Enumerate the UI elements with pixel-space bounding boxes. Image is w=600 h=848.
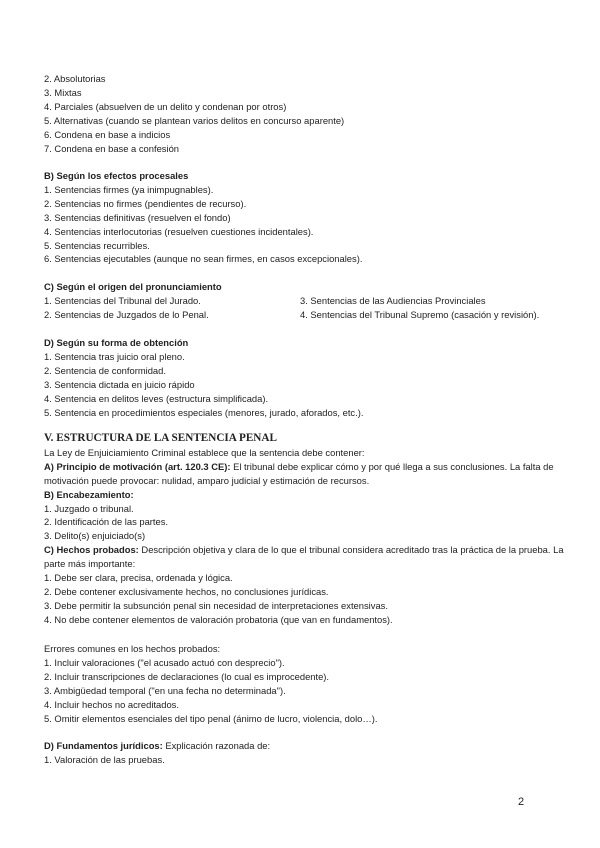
section-heading: C) Según el origen del pronunciamiento	[44, 281, 222, 292]
list-item: 3. Sentencias definitivas (resuelven el fondo)	[44, 211, 231, 223]
paragraph-text: El tribunal debe explicar cómo y por qué llega a sus conclusiones. La falta de motivación puede provocar: nulidad, amparo judicial y estimación de recursos.	[44, 460, 554, 486]
list-item: 2. Sentencias de Juzgados de lo Penal.	[44, 308, 209, 320]
subheading: B) Encabezamiento:	[44, 488, 134, 500]
list-item: 3. Mixtas	[44, 86, 82, 98]
label: C) Hechos probados:	[44, 544, 139, 556]
section-legal-grounds	[44, 739, 564, 767]
paragraph-facts	[44, 543, 564, 571]
list-item: 1. Sentencia tras juicio oral pleno.	[44, 350, 185, 362]
list-item: 1. Debe ser clara, precisa, ordenada y lógica.	[44, 572, 233, 584]
list-item: 2. Sentencias no firmes (pendientes de recurso).	[44, 197, 247, 209]
list-item: 3. Sentencia dictada en juicio rápido	[44, 378, 195, 390]
list-item: 4. Sentencia en delitos leves (estructura simplificada).	[44, 392, 269, 404]
list-item: 3. Ambigüedad temporal ("en una fecha no determinada").	[44, 684, 286, 696]
paragraph-motivation	[44, 460, 564, 488]
list-item: 2. Sentencia de conformidad.	[44, 364, 166, 376]
section-heading: B) Según los efectos procesales	[44, 170, 189, 181]
paragraph: Errores comunes en los hechos probados:	[44, 643, 221, 654]
list-item: 2. Debe contener exclusivamente hechos, no conclusiones jurídicas.	[44, 585, 329, 597]
paragraph: La Ley de Enjuiciamiento Criminal establece que la sentencia debe contener:	[44, 446, 365, 458]
sentence-type-list	[44, 72, 564, 155]
list-item: 2. Absolutorias	[44, 73, 106, 84]
list-item: 2. Identificación de las partes.	[44, 516, 169, 528]
list-item: 4. Incluir hechos no acreditados.	[44, 698, 179, 710]
list-item: 5. Omitir elementos esenciales del tipo penal (ánimo de lucro, violencia, dolo…).	[44, 712, 378, 724]
list-item: 1. Incluir valoraciones ("el acusado actuó con desprecio").	[44, 656, 285, 668]
label: D) Fundamentos jurídicos:	[44, 740, 163, 751]
section-structure	[44, 432, 564, 627]
list-item: 1. Sentencias firmes (ya inimpugnables).	[44, 183, 214, 195]
label: A) Principio de motivación (art. 120.3 CE):	[44, 460, 231, 472]
list-item: 5. Alternativas (cuando se plantean varios delitos en concurso aparente)	[44, 114, 345, 126]
list-item: 1. Valoración de las pruebas.	[44, 753, 165, 765]
page-number: 2	[518, 796, 525, 808]
list-item: 1. Juzgado o tribunal.	[44, 502, 134, 514]
paragraph-text: Descripción objetiva y clara de lo que el tribunal considera acreditado tras la práctica de la prueba. La parte más importante:	[44, 544, 564, 570]
list-item: 2. Incluir transcripciones de declaraciones (lo cual es improcedente).	[44, 670, 330, 682]
paragraph	[44, 739, 564, 753]
list-item: 3. Sentencias de las Audiencias Provinciales	[300, 294, 486, 306]
list-item: 4. Sentencias interlocutorias (resuelven cuestiones incidentales).	[44, 225, 314, 237]
list-item: 6. Sentencias ejecutables (aunque no sean firmes, en casos excepcionales).	[44, 253, 363, 265]
section-obtention	[44, 336, 564, 419]
list-item: 3. Delito(s) enjuiciado(s)	[44, 530, 146, 542]
list-item: 7. Condena en base a confesión	[44, 142, 179, 154]
list-item: 5. Sentencias recurribles.	[44, 239, 150, 251]
section-effects	[44, 169, 564, 266]
section-heading: D) Según su forma de obtención	[44, 337, 189, 348]
paragraph-text: Explicación razonada de:	[162, 740, 271, 751]
section-title: V. ESTRUCTURA DE LA SENTENCIA PENAL	[44, 432, 277, 444]
list-item: 6. Condena en base a indicios	[44, 128, 171, 140]
list-item: 4. Sentencias del Tribunal Supremo (casación y revisión).	[300, 308, 540, 320]
list-item: 4. No debe contener elementos de valoración probatoria (que van en fundamentos).	[44, 613, 393, 625]
list-item: 3. Debe permitir la subsunción penal sin necesidad de interpretaciones extensivas.	[44, 599, 388, 611]
section-errors	[44, 642, 564, 725]
list-item: 4. Parciales (absuelven de un delito y condenan por otros)	[44, 100, 287, 112]
list-item: 5. Sentencia en procedimientos especiales (menores, jurado, aforados, etc.).	[44, 406, 364, 418]
list-item: 1. Sentencias del Tribunal del Jurado.	[44, 294, 201, 306]
section-origin	[44, 280, 564, 322]
